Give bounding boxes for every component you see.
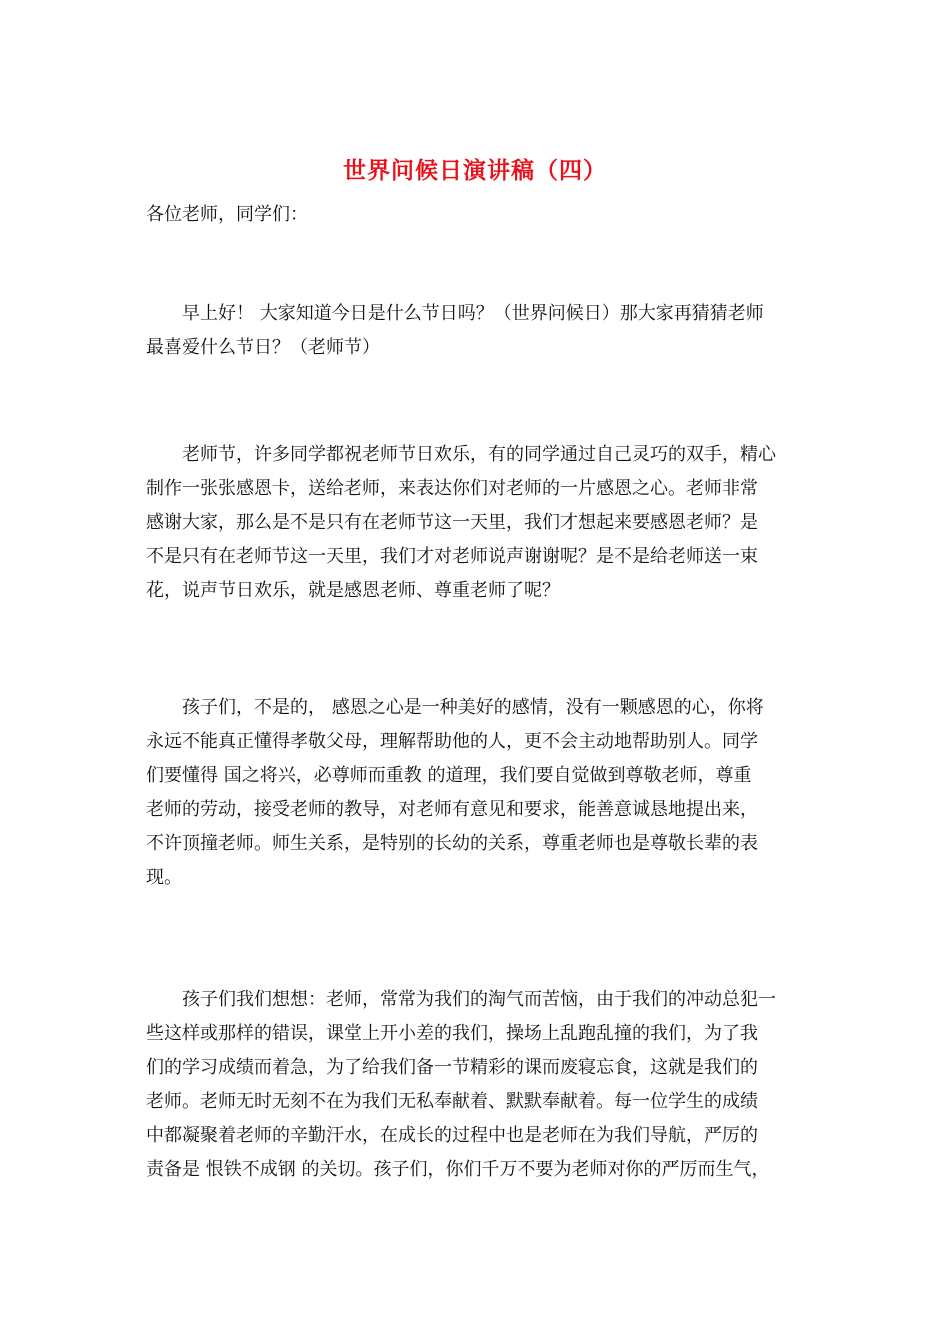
- paragraph-line: 不是只有在老师节这一天里，我们才对老师说声谢谢呢？是不是给老师送一束: [146, 546, 758, 567]
- greeting-line: 各位老师，同学们：: [146, 204, 308, 225]
- paragraph-3: [146, 691, 816, 895]
- paragraph-line: 孩子们我们想想：老师，常常为我们的淘气而苦恼，由于我们的冲动总犯一: [146, 989, 776, 1010]
- paragraph-line: 不许顶撞老师。师生关系，是特别的长幼的关系，尊重老师也是尊敬长辈的表: [146, 833, 758, 854]
- paragraph-2: [146, 438, 816, 608]
- paragraph-line: 些这样或那样的错误，课堂上开小差的我们，操场上乱跑乱撞的我们，为了我: [146, 1023, 758, 1044]
- paragraph-line: 花，说声节日欢乐，就是感恩老师、尊重老师了呢？: [146, 580, 560, 601]
- paragraph-line: 老师。老师无时无刻不在为我们无私奉献着、默默奉献着。每一位学生的成绩: [146, 1091, 758, 1112]
- paragraph-line: 们的学习成绩而着急，为了给我们备一节精彩的课而废寝忘食，这就是我们的: [146, 1057, 758, 1078]
- paragraph-line: 们要懂得 国之将兴，必尊师而重教 的道理，我们要自觉做到尊敬老师，尊重: [146, 765, 752, 786]
- paragraph-line: 老师的劳动，接受老师的教导，对老师有意见和要求，能善意诚恳地提出来，: [146, 799, 758, 820]
- paragraph-line: 制作一张张感恩卡，送给老师，来表达你们对老师的一片感恩之心。老师非常: [146, 478, 758, 499]
- paragraph-line: 老师节，许多同学都祝老师节日欢乐，有的同学通过自己灵巧的双手，精心: [146, 444, 776, 465]
- paragraph-4: [146, 983, 816, 1187]
- paragraph-line: 最喜爱什么节日？（老师节）: [146, 337, 380, 358]
- paragraph-1: [146, 297, 816, 365]
- paragraph-line: 现。: [146, 867, 182, 888]
- paragraph-line: 中都凝聚着老师的辛勤汗水，在成长的过程中也是老师在为我们导航，严厉的: [146, 1125, 758, 1146]
- paragraph-line: 责备是 恨铁不成钢 的关切。孩子们，你们千万不要为老师对你的严厉而生气，: [146, 1159, 770, 1180]
- paragraph-line: 永远不能真正懂得孝敬父母，理解帮助他的人，更不会主动地帮助别人。同学: [146, 731, 758, 752]
- document-title: 世界问候日演讲稿（四）: [343, 157, 607, 184]
- paragraph-line: 早上好！ 大家知道今日是什么节日吗？（世界问候日）那大家再猜猜老师: [146, 303, 764, 324]
- paragraph-line: 孩子们，不是的， 感恩之心是一种美好的感情，没有一颗感恩的心，你将: [146, 697, 764, 718]
- paragraph-line: 感谢大家，那么是不是只有在老师节这一天里，我们才想起来要感恩老师？是: [146, 512, 758, 533]
